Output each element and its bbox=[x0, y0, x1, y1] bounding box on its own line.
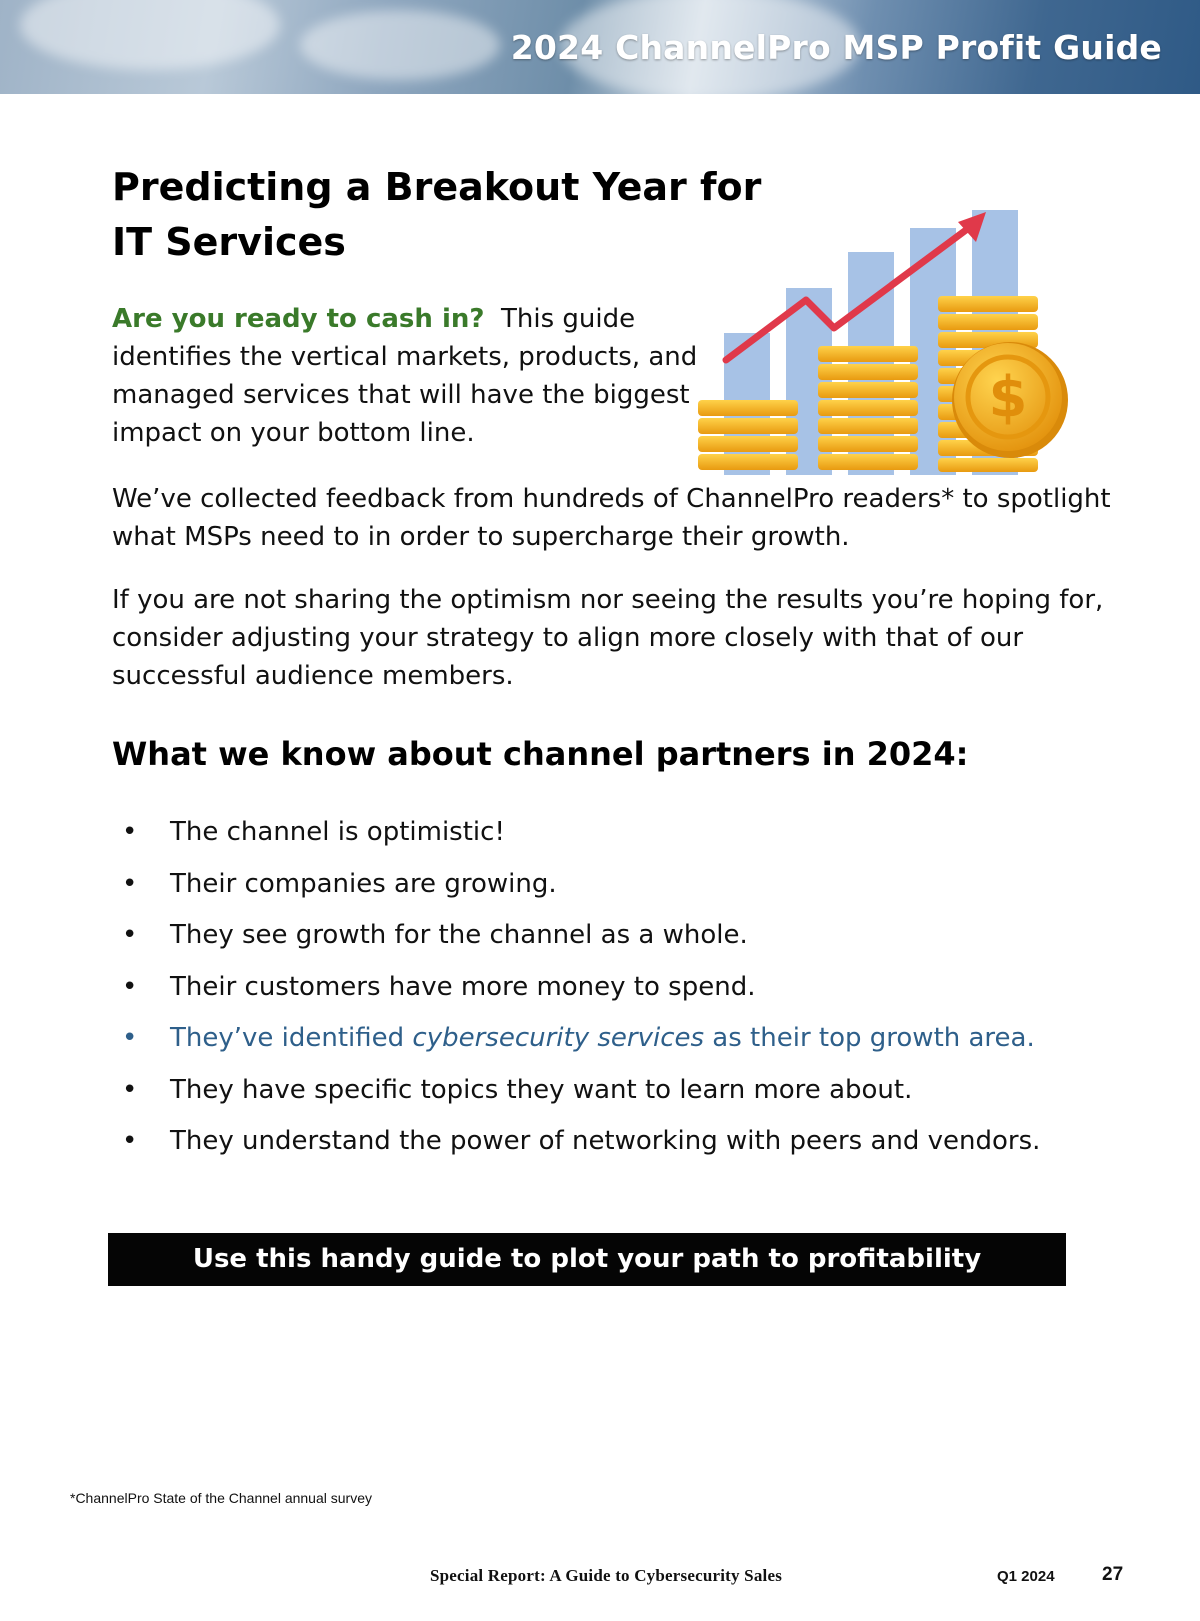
list-item-text: They see growth for the channel as a whole. bbox=[170, 920, 748, 950]
cta-banner: Use this handy guide to plot your path to profitability bbox=[108, 1233, 1066, 1286]
dollar-sign-icon: $ bbox=[988, 365, 1028, 430]
growth-chart-coins-icon bbox=[690, 200, 1110, 475]
list-item-text: Their customers have more money to spend. bbox=[170, 971, 756, 1002]
list-item-text: The channel is optimistic! bbox=[170, 817, 505, 847]
list-item bbox=[112, 915, 1112, 967]
body-paragraph: We’ve collected feedback from hundreds of ChannelPro readers* to spotlight what MSPs need to in order to supercharge their growth. bbox=[112, 484, 1111, 552]
intro-text: This guide identifies the vertical markets, products, and managed services that will have the biggest impact on your bottom line. bbox=[112, 304, 698, 448]
coin-stack bbox=[818, 346, 918, 470]
highlight-emphasis: cybersecurity services bbox=[412, 1023, 705, 1053]
intro-paragraph bbox=[112, 300, 712, 452]
list-item-text: They have specific topics they want to learn more about. bbox=[170, 1074, 913, 1105]
page-number: 27 bbox=[1102, 1564, 1124, 1585]
bullet-marker: • bbox=[122, 868, 138, 899]
footnote: *ChannelPro State of the Channel annual survey bbox=[70, 1490, 372, 1506]
bullet-marker: • bbox=[122, 971, 138, 1002]
list-item bbox=[112, 1121, 1112, 1173]
footer-report-title: Special Report: A Guide to Cybersecurity Sales bbox=[430, 1566, 783, 1585]
highlight-text-before: They’ve identified bbox=[170, 1023, 413, 1053]
bullet-list bbox=[112, 812, 1112, 1173]
bullet-marker: • bbox=[122, 817, 138, 847]
list-item-text: They understand the power of networking with peers and vendors. bbox=[170, 1126, 1041, 1156]
header-banner bbox=[0, 0, 1200, 94]
page-title-line-1: Predicting a Breakout Year for bbox=[112, 165, 762, 209]
bullet-marker: • bbox=[122, 1074, 138, 1105]
header-cloud bbox=[300, 10, 500, 80]
bullet-marker: • bbox=[122, 1023, 138, 1053]
header-cloud bbox=[20, 0, 280, 70]
list-item-text: Their companies are growing. bbox=[170, 868, 557, 899]
list-item-highlight bbox=[112, 1018, 1112, 1070]
page-title bbox=[112, 160, 761, 270]
list-item bbox=[112, 864, 1112, 916]
section-heading: What we know about channel partners in 2024: bbox=[112, 735, 969, 773]
list-item bbox=[112, 1070, 1112, 1122]
bullet-marker: • bbox=[122, 1126, 138, 1156]
header-title: 2024 ChannelPro MSP Profit Guide bbox=[510, 28, 1162, 67]
intro-lead: Are you ready to cash in? bbox=[112, 304, 485, 334]
footer-quarter: Q1 2024 bbox=[997, 1568, 1055, 1585]
page-title-line-2: IT Services bbox=[112, 220, 346, 264]
list-item bbox=[112, 967, 1112, 1019]
highlight-text-after: as their top growth area. bbox=[704, 1023, 1035, 1053]
bullet-marker: • bbox=[122, 920, 138, 950]
list-item bbox=[112, 812, 1112, 864]
body-paragraph: If you are not sharing the optimism nor seeing the results you’re hoping for, consider adjusting your strategy to align more closely with that of our successful audience members. bbox=[112, 585, 1104, 691]
